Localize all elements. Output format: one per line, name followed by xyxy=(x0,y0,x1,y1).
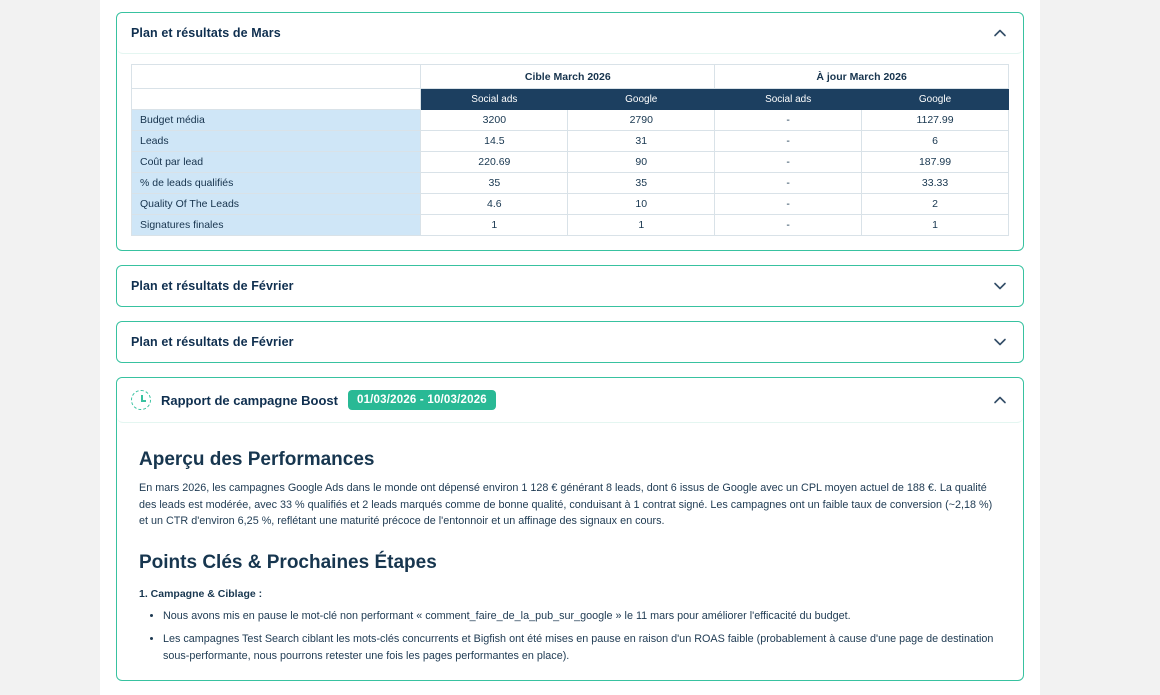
results-table xyxy=(131,64,1009,236)
cell-value: 14.5 xyxy=(421,131,568,152)
group-header-cible: Cible March 2026 xyxy=(421,65,715,89)
clock-icon xyxy=(131,390,151,410)
cell-value: 6 xyxy=(862,131,1009,152)
cell-value: 220.69 xyxy=(421,152,568,173)
panel-plan-fevrier-1 xyxy=(116,265,1024,307)
chevron-down-icon[interactable] xyxy=(991,277,1009,295)
cell-value: 2790 xyxy=(568,110,715,131)
panel-title: Plan et résultats de Février xyxy=(131,279,294,293)
row-label: % de leads qualifiés xyxy=(132,173,421,194)
panel-header-fevrier-1[interactable] xyxy=(117,266,1023,306)
cell-value: 35 xyxy=(568,173,715,194)
chevron-up-icon[interactable] xyxy=(991,24,1009,42)
cell-value: 187.99 xyxy=(862,152,1009,173)
panel-title: Plan et résultats de Mars xyxy=(131,26,281,40)
cell-value: 1 xyxy=(862,215,1009,236)
cell-value: 1127.99 xyxy=(862,110,1009,131)
cell-value: 31 xyxy=(568,131,715,152)
table-sub-header-row xyxy=(132,89,1009,110)
table-corner-cell xyxy=(132,65,421,89)
table-row xyxy=(132,215,1009,236)
row-label: Coût par lead xyxy=(132,152,421,173)
cell-value: - xyxy=(715,152,862,173)
page-container xyxy=(100,0,1040,695)
bullet-list xyxy=(139,608,1001,664)
row-label: Leads xyxy=(132,131,421,152)
panel-plan-fevrier-2 xyxy=(116,321,1024,363)
cell-value: 90 xyxy=(568,152,715,173)
table-row xyxy=(132,110,1009,131)
sub-header-cible-google: Google xyxy=(568,89,715,110)
cell-value: 35 xyxy=(421,173,568,194)
report-body xyxy=(117,423,1023,680)
table-row xyxy=(132,152,1009,173)
panel-header-mars[interactable] xyxy=(117,13,1023,54)
list-item: • Nous avons mis en pause le mot-clé non performant « comment_faire_de_la_pub_sur_google » le 11 mars pour améliorer l'efficacité du budget. xyxy=(163,608,1001,625)
cell-value: 10 xyxy=(568,194,715,215)
content-area xyxy=(100,0,1040,681)
cell-value: - xyxy=(715,131,862,152)
section-title-apercu: Aperçu des Performances xyxy=(139,449,375,470)
panel-plan-mars xyxy=(116,12,1024,251)
cell-value: 1 xyxy=(421,215,568,236)
panel-rapport-campagne xyxy=(116,377,1024,681)
chevron-up-icon[interactable] xyxy=(991,391,1009,409)
table-row xyxy=(132,173,1009,194)
table-row xyxy=(132,131,1009,152)
section-paragraph-apercu: En mars 2026, les campagnes Google Ads dans le monde ont dépensé environ 1 128 € générant 8 leads, dont 6 issus de Google avec un CPL moyen actuel de 188 €. La qualité des leads est modérée, avec 33 % qualifiés et 2 leads marqués comme de bonne qualité, conduisant à 1 contrat signé. Les campagnes ont un faible taux de conversion (~2,18 %) et un CTR d'environ 6,25 %, reflétant une maturité précoce de l'entonnoir et un affinage des signaux en cours. xyxy=(139,482,993,528)
panel-header-fevrier-2[interactable] xyxy=(117,322,1023,362)
cell-value: - xyxy=(715,110,862,131)
list-item: • Les campagnes Test Search ciblant les mots-clés concurrents et Bigfish ont été mises en pause en raison d'un ROAS faible (probablement à cause d'une page de destination sous-performante, nous pourrons retester une fois les pages performantes en place). xyxy=(163,631,1001,664)
subsection-heading-campagne: 1. Campagne & Ciblage : xyxy=(139,588,263,601)
sub-header-ajour-social: Social ads xyxy=(715,89,862,110)
table-group-header-row xyxy=(132,65,1009,89)
table-container xyxy=(117,54,1023,250)
table-row xyxy=(132,194,1009,215)
row-label: Budget média xyxy=(132,110,421,131)
cell-value: - xyxy=(715,173,862,194)
cell-value: 4.6 xyxy=(421,194,568,215)
panel-title: Plan et résultats de Février xyxy=(131,335,294,349)
cell-value: - xyxy=(715,194,862,215)
report-header[interactable] xyxy=(117,378,1023,423)
sub-header-ajour-google: Google xyxy=(862,89,1009,110)
row-label: Quality Of The Leads xyxy=(132,194,421,215)
report-title: Rapport de campagne Boost xyxy=(161,392,338,408)
group-header-ajour: À jour March 2026 xyxy=(715,65,1009,89)
cell-value: 1 xyxy=(568,215,715,236)
cell-value: 2 xyxy=(862,194,1009,215)
sub-header-cible-social: Social ads xyxy=(421,89,568,110)
cell-value: 33.33 xyxy=(862,173,1009,194)
section-title-points-cles: Points Clés & Prochaines Étapes xyxy=(139,552,437,574)
cell-value: 3200 xyxy=(421,110,568,131)
row-label: Signatures finales xyxy=(132,215,421,236)
chevron-down-icon[interactable] xyxy=(991,333,1009,351)
date-range-badge: 01/03/2026 - 10/03/2026 xyxy=(348,390,496,410)
sub-header-blank xyxy=(132,89,421,110)
cell-value: - xyxy=(715,215,862,236)
